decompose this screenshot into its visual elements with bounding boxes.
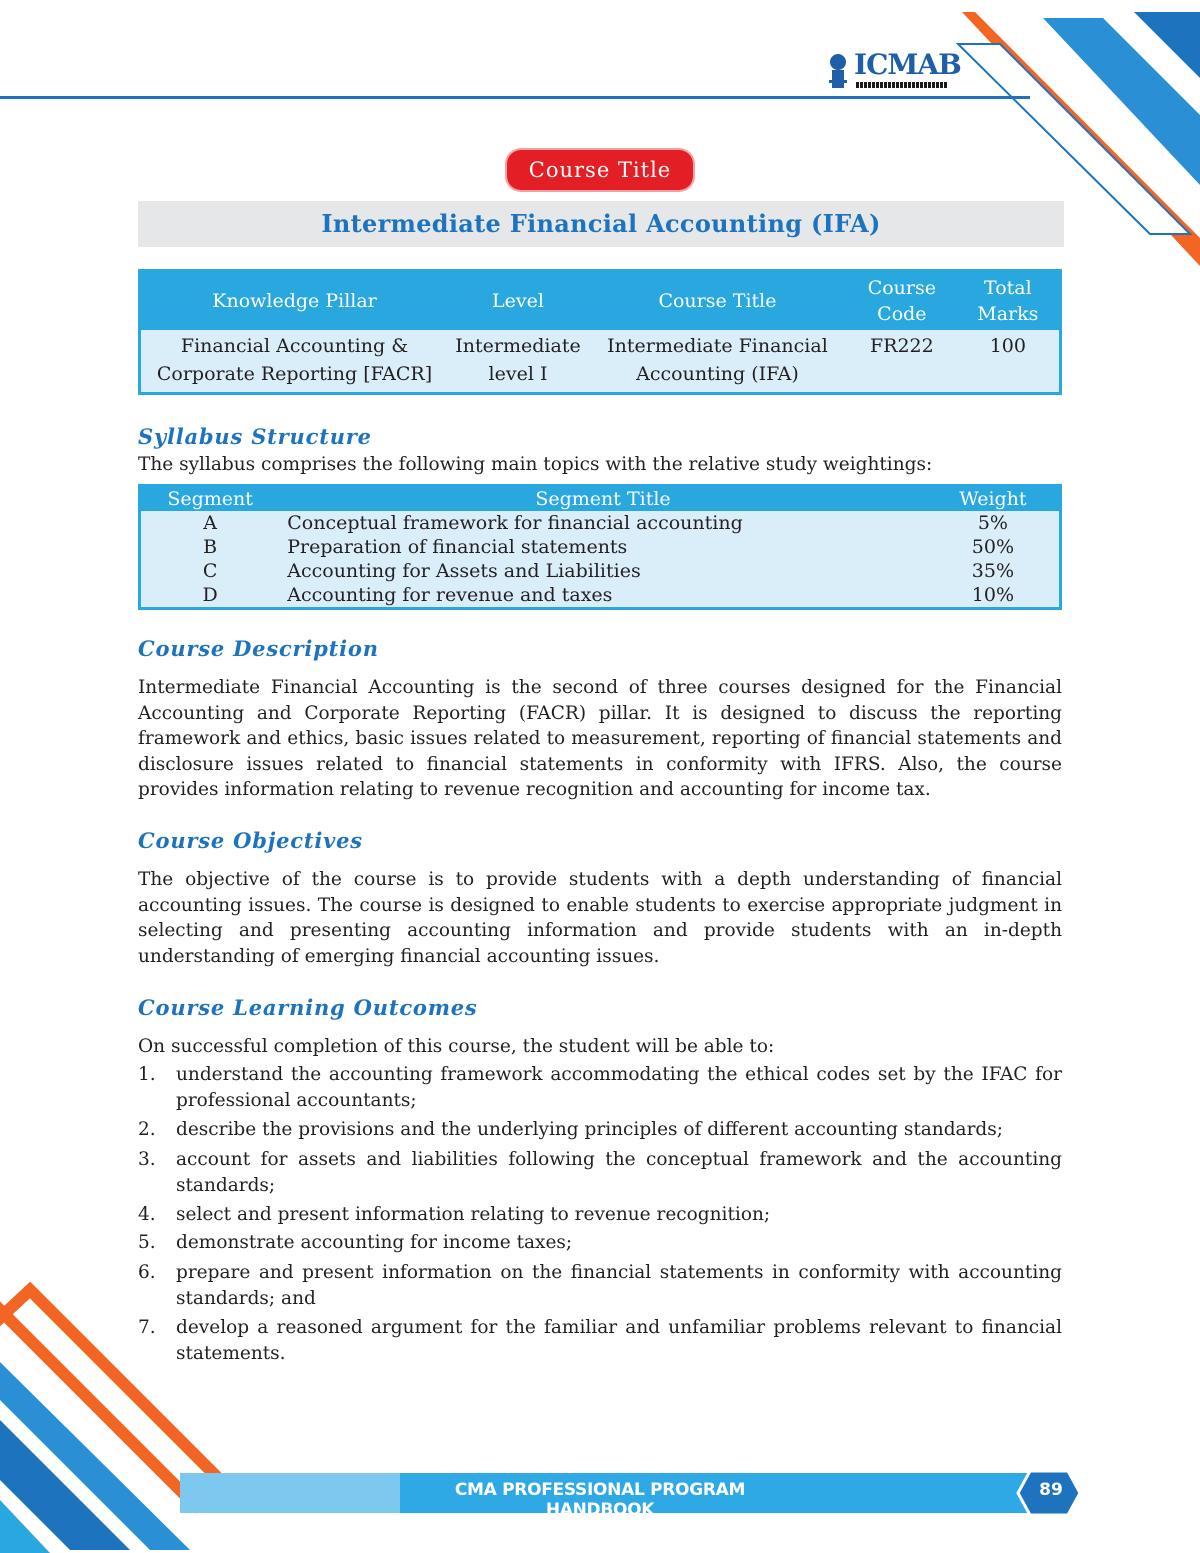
- list-item: [138, 1147, 1062, 1198]
- course-title-pill: Course Title: [507, 150, 693, 190]
- logo-subtitle-mark: [856, 82, 948, 88]
- list-number: 2.: [138, 1119, 156, 1140]
- syllabus-intro: The syllabus comprises the following main topics with the relative study weightings:: [138, 454, 933, 475]
- segment-weight: 50%: [971, 536, 1015, 558]
- header-knowledge-pillar: Knowledge Pillar: [140, 271, 449, 331]
- list-item: [138, 1202, 1062, 1228]
- list-text: develop a reasoned argument for the familiar and unfamiliar problems relevant to financial statements.: [176, 1317, 1062, 1364]
- list-number: 1.: [138, 1064, 156, 1085]
- segment-weight: 35%: [971, 560, 1015, 582]
- course-info-row: [140, 330, 1061, 394]
- table-row: [140, 511, 1061, 535]
- segment-title: Accounting for revenue and taxes: [287, 584, 613, 606]
- header-weight: Weight: [927, 486, 1061, 512]
- segment-weight: 5%: [977, 512, 1008, 534]
- objectives-heading: Course Objectives: [138, 828, 363, 853]
- list-number: 6.: [138, 1262, 156, 1283]
- list-text: describe the provisions and the underlying principles of different accounting standards;: [176, 1119, 1003, 1140]
- page-number: 89: [1039, 1480, 1063, 1500]
- header-course-title: Course Title: [588, 271, 847, 331]
- course-info-table: [138, 269, 1062, 395]
- segment-letter: A: [203, 512, 217, 534]
- list-text: understand the accounting framework accommodating the ethical codes set by the IFAC for professional accountants;: [176, 1064, 1062, 1111]
- header-segment-title: Segment Title: [279, 486, 927, 512]
- description-text: Intermediate Financial Accounting is the second of three courses designed for the Financial Accounting and Corporate Reporting (FACR) pillar. It is designed to discuss the reporting framework and ethics, basic issues related to measurement, reporting of financial statements and disclosure issues related to financial statements in conformity with IFRS. Also, the course provides information relating to revenue recognition and accounting for income tax.: [138, 677, 1062, 800]
- header-segment: Segment: [140, 486, 280, 512]
- list-item: [138, 1062, 1062, 1113]
- header-course-code: Course Code: [847, 271, 957, 331]
- list-item: [138, 1315, 1062, 1366]
- footer-title: CMA PROFESSIONAL PROGRAM HANDBOOK: [454, 1480, 746, 1520]
- segment-weight: 10%: [971, 584, 1015, 606]
- description-heading: Course Description: [138, 636, 379, 661]
- objectives-text: The objective of the course is to provide students with a depth understanding of financial accounting issues. The course is designed to enable students to exercise appropriate judgment in selecting and presenting accounting information and provide students with an in-depth understanding of emerging financial accounting issues.: [138, 869, 1062, 967]
- logo-emblem-icon: [826, 52, 854, 92]
- segment-title: Preparation of financial statements: [287, 536, 628, 558]
- cell-course-code: FR222: [869, 335, 934, 357]
- segment-letter: D: [202, 584, 218, 606]
- table-row: [140, 583, 1061, 609]
- segment-header-row: [140, 486, 1061, 512]
- list-number: 7.: [138, 1317, 156, 1338]
- list-item: [138, 1230, 1062, 1256]
- list-text: prepare and present information on the financial statements in conformity with accounting standards; and: [176, 1262, 1062, 1309]
- course-info-header-row: [140, 271, 1061, 331]
- header-level: Level: [448, 271, 588, 331]
- syllabus-heading: Syllabus Structure: [138, 424, 372, 449]
- cell-level: Intermediate level I: [455, 335, 581, 385]
- header-total-marks: Total Marks: [957, 271, 1061, 331]
- list-number: 3.: [138, 1149, 156, 1170]
- table-row: [140, 559, 1061, 583]
- table-row: [140, 535, 1061, 559]
- list-text: account for assets and liabilities following the conceptual framework and the accounting standards;: [176, 1149, 1062, 1196]
- list-item: [138, 1260, 1062, 1311]
- outcomes-intro: On successful completion of this course, the student will be able to:: [138, 1036, 775, 1057]
- cell-course-title: Intermediate Financial Accounting (IFA): [607, 335, 828, 385]
- header-rule: [0, 96, 1030, 99]
- logo-text: ICMAB: [854, 48, 961, 81]
- list-text: select and present information relating to revenue recognition;: [176, 1204, 771, 1225]
- cell-knowledge-pillar: Financial Accounting & Corporate Reporting [FACR]: [156, 335, 433, 385]
- cell-total-marks: 100: [989, 335, 1026, 357]
- list-text: demonstrate accounting for income taxes;: [176, 1232, 573, 1253]
- list-number: 5.: [138, 1232, 156, 1253]
- segment-letter: B: [203, 536, 218, 558]
- segment-table: [138, 484, 1062, 610]
- segment-letter: C: [202, 560, 218, 582]
- footer-bar-fade: [180, 1473, 400, 1513]
- course-heading: Intermediate Financial Accounting (IFA): [138, 201, 1064, 247]
- outcomes-heading: Course Learning Outcomes: [138, 995, 478, 1020]
- segment-title: Accounting for Assets and Liabilities: [287, 560, 641, 582]
- list-number: 4.: [138, 1204, 156, 1225]
- list-item: [138, 1117, 1062, 1143]
- icmab-logo: [826, 48, 961, 96]
- segment-title: Conceptual framework for financial accounting: [287, 512, 743, 534]
